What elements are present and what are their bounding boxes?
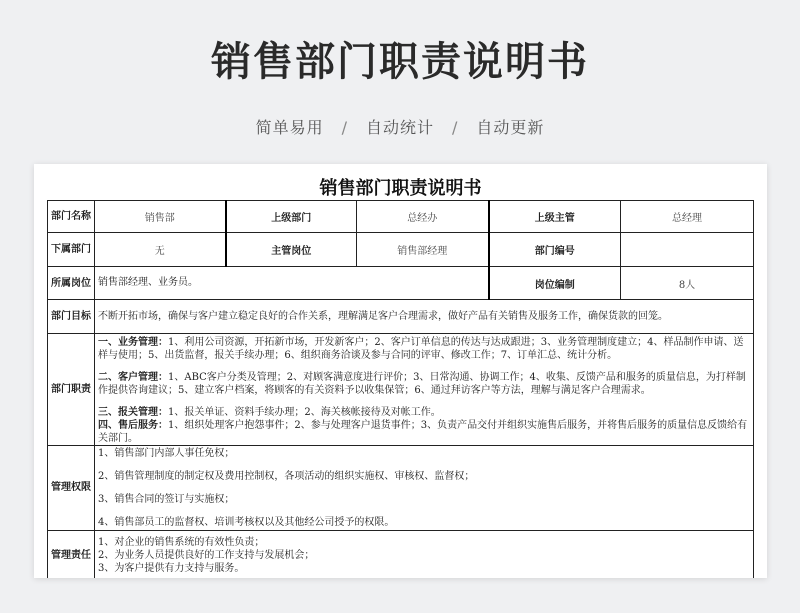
- table-row: [48, 531, 754, 579]
- headcount-value: 8人: [621, 267, 754, 300]
- responsibility-content: [95, 531, 754, 579]
- spreadsheet-preview: [34, 164, 767, 578]
- head-post-value: 销售部经理: [357, 233, 489, 267]
- posts-label: 所属岗位: [48, 267, 95, 300]
- list-item: 3、销售合同的签订与实施权；: [98, 494, 235, 505]
- duty-item: 二、客户管理：1、ABC客户分类及管理；2、对顾客满意度进行评价；3、日常沟通、协调工作；4、收集、反馈产品和服务的质量信息，为打样制作提供咨询建议；5、建立客户档案，将顾客的有关资料予以收集保管；6、通过拜访客户等方法，理解与满足客户合理需求。: [98, 372, 746, 396]
- list-item: 1、销售部门内部人事任免权；: [98, 448, 235, 459]
- dept-no-value: [621, 233, 754, 267]
- duty-item: 四、售后服务：1、组织处理客户抱怨事件；2、参与处理客户退货事件；3、负责产品交付并组织实施售后服务，并将售后服务的质量信息反馈给有关部门。: [98, 420, 748, 444]
- table-row: [48, 233, 754, 267]
- posts-value: 销售部经理、业务员。: [95, 267, 489, 300]
- tag-auto-stat: 自动统计: [365, 118, 434, 137]
- table-row: [48, 300, 754, 334]
- tag-easy: 简单易用: [255, 118, 324, 137]
- superior-dept-value: 总经办: [357, 201, 489, 233]
- duty-item: 三、报关管理：1、报关单证、资料手续办理；2、海关核帐接待及对帐工作。: [98, 407, 441, 418]
- head-post-label: 主管岗位: [226, 233, 357, 267]
- tag-auto-update: 自动更新: [476, 118, 545, 137]
- list-item: 2、销售管理制度的制定权及费用控制权，各项活动的组织实施权、审核权、监督权；: [98, 471, 475, 482]
- list-item: 4、销售部员工的监督权、培训考核权以及其他经公司授予的权限。: [98, 517, 395, 528]
- responsibility-label: 管理责任: [48, 531, 95, 579]
- separator: /: [341, 118, 348, 137]
- list-item: 1、对企业的销售系统的有效性负责；: [98, 537, 265, 548]
- duties-content: [95, 334, 754, 446]
- list-item: 2、为业务人员提供良好的工作支持与发展机会；: [98, 550, 315, 561]
- table-row: [48, 267, 754, 300]
- dept-no-label: 部门编号: [489, 233, 621, 267]
- authority-content: [95, 446, 754, 531]
- headcount-label: 岗位编制: [489, 267, 621, 300]
- separator: /: [452, 118, 459, 137]
- duty-table: [47, 200, 754, 578]
- table-row: [48, 201, 754, 233]
- table-row: [48, 446, 754, 531]
- sub-dept-label: 下属部门: [48, 233, 95, 267]
- superior-head-value: 总经理: [621, 201, 754, 233]
- goal-text: 不断开拓市场，确保与客户建立稳定良好的合作关系，理解满足客户合理需求，做好产品有关销售及服务工作，确保货款的回笼。: [95, 300, 754, 334]
- table-row: [48, 334, 754, 446]
- duties-label: 部门职责: [48, 334, 95, 446]
- dept-name-value: 销售部: [95, 201, 226, 233]
- superior-dept-label: 上级部门: [226, 201, 357, 233]
- superior-head-label: 上级主管: [489, 201, 621, 233]
- sub-dept-value: 无: [95, 233, 226, 267]
- goal-label: 部门目标: [48, 300, 95, 334]
- document-title: 销售部门职责说明书: [319, 178, 482, 199]
- page-title: 销售部门职责说明书: [211, 39, 589, 85]
- duty-item: 一、业务管理：1、利用公司资源，开拓新市场，开发新客户；2、客户订单信息的传达与达成跟进；3、业务管理制度建立；4、样品制作申请、送样与使用；5、出货监督，报关手续办理；6、组织商务洽谈及参与合同的评审、修改工作；7、订单汇总、统计分析。: [98, 337, 744, 361]
- dept-name-label: 部门名称: [48, 201, 95, 233]
- list-item: 3、为客户提供有力支持与服务。: [98, 563, 245, 574]
- authority-label: 管理权限: [48, 446, 95, 531]
- tagline: [0, 115, 800, 138]
